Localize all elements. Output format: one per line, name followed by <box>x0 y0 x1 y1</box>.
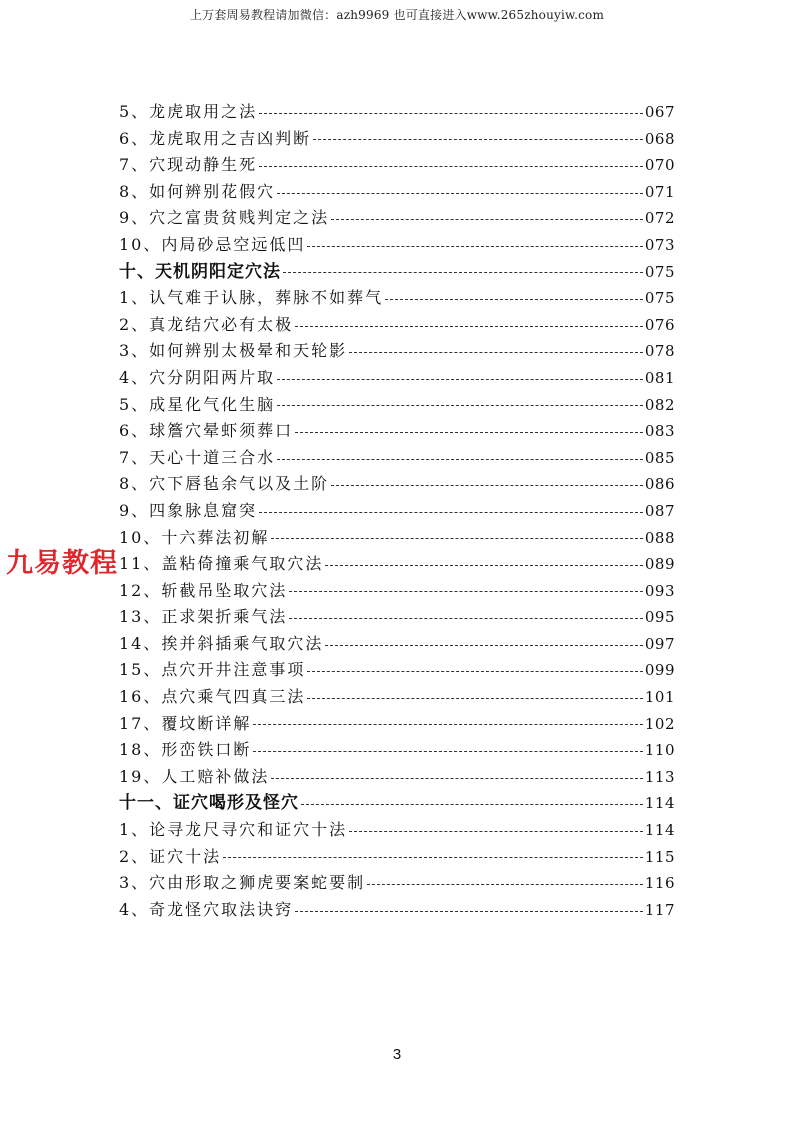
toc-entry-page: 089 <box>644 555 675 574</box>
toc-entry-row <box>119 285 675 312</box>
toc-entry-row <box>119 179 675 206</box>
toc-entry-title: 6、龙虎取用之吉凶判断 <box>119 128 312 148</box>
toc-entry-page: 102 <box>644 714 675 733</box>
toc-entry-row <box>119 684 675 711</box>
toc-dotted-leader <box>271 778 642 779</box>
toc-entry-page: 087 <box>644 501 675 520</box>
toc-dotted-leader <box>301 804 643 805</box>
toc-entry-title: 10、十六葬法初解 <box>119 527 270 547</box>
toc-entry-title: 4、奇龙怪穴取法诀窍 <box>119 899 294 919</box>
toc-entry-title: 19、人工赔补做法 <box>119 766 270 786</box>
toc-entry-row <box>119 817 675 844</box>
toc-entry-title: 1、认气难于认脉，葬脉不如葬气 <box>119 288 384 308</box>
page-header-banner: 上万套周易教程请加微信：azh9969 也可直接进入www.265zhouyiw.com <box>189 8 605 22</box>
toc-entry-title: 17、覆坟断详解 <box>119 713 252 733</box>
toc-dotted-leader <box>313 139 643 140</box>
toc-dotted-leader <box>289 591 642 592</box>
toc-dotted-leader <box>289 618 642 619</box>
toc-entry-title: 5、成星化气化生脑 <box>119 394 276 414</box>
toc-dotted-leader <box>295 326 643 327</box>
toc-dotted-leader <box>385 299 643 300</box>
toc-dotted-leader <box>277 459 643 460</box>
toc-dotted-leader <box>271 538 642 539</box>
toc-entry-page: 117 <box>644 900 675 919</box>
toc-dotted-leader <box>295 432 643 433</box>
toc-entry-page: 115 <box>644 847 675 866</box>
toc-entry-row <box>119 392 675 419</box>
toc-entry-page: 072 <box>644 209 675 228</box>
toc-entry-page: 088 <box>644 528 675 547</box>
toc-entry-row <box>119 844 675 871</box>
toc-entry-title: 4、穴分阴阳两片取 <box>119 367 276 387</box>
toc-entry-page: 113 <box>644 767 675 786</box>
toc-entry-title: 16、点穴乘气四真三法 <box>119 687 306 707</box>
toc-entry-row <box>119 152 675 179</box>
toc-dotted-leader <box>277 193 643 194</box>
toc-entry-page: 085 <box>644 448 675 467</box>
toc-entry-title: 13、正求架折乘气法 <box>119 607 288 627</box>
toc-dotted-leader <box>307 698 642 699</box>
toc-entry-row <box>119 365 675 392</box>
toc-entry-page: 097 <box>644 634 675 653</box>
toc-entry-title: 1、论寻龙尺寻穴和证穴十法 <box>119 820 348 840</box>
toc-entry-row <box>119 764 675 791</box>
toc-entry-row <box>119 445 675 472</box>
toc-dotted-leader <box>331 219 643 220</box>
toc-entry-page: 099 <box>644 661 675 680</box>
toc-entry-title: 7、穴现动静生死 <box>119 155 258 175</box>
table-of-contents <box>119 99 675 923</box>
toc-dotted-leader <box>349 352 643 353</box>
toc-dotted-leader <box>223 857 643 858</box>
toc-chapter-row <box>119 790 675 817</box>
toc-entry-row <box>119 551 675 578</box>
toc-entry-title: 14、挨并斜插乘气取穴法 <box>119 633 324 653</box>
toc-entry-page: 110 <box>644 741 675 760</box>
watermark-logo: 九易教程 <box>6 541 118 580</box>
toc-entry-page: 075 <box>644 262 675 281</box>
toc-entry-title: 十、天机阴阳定穴法 <box>119 261 281 282</box>
toc-entry-page: 101 <box>644 688 675 707</box>
toc-entry-row <box>119 897 675 924</box>
toc-entry-title: 8、如何辨别花假穴 <box>119 181 276 201</box>
toc-entry-row <box>119 232 675 259</box>
toc-entry-row <box>119 99 675 126</box>
toc-entry-title: 5、龙虎取用之法 <box>119 102 258 121</box>
toc-entry-title: 6、球簷穴晕虾须葬口 <box>119 421 294 441</box>
toc-dotted-leader <box>253 724 642 725</box>
toc-entry-row <box>119 525 675 552</box>
toc-entry-title: 3、穴由形取之狮虎要案蛇要制 <box>119 873 366 893</box>
toc-entry-title: 十一、证穴喝形及怪穴 <box>119 793 299 814</box>
toc-dotted-leader <box>307 246 642 247</box>
toc-entry-page: 067 <box>644 103 675 121</box>
toc-entry-page: 078 <box>644 342 675 361</box>
toc-entry-row <box>119 657 675 684</box>
toc-entry-title: 3、如何辨别太极晕和天轮影 <box>119 341 348 361</box>
toc-entry-row <box>119 338 675 365</box>
toc-dotted-leader <box>259 113 643 114</box>
toc-dotted-leader <box>367 884 643 885</box>
toc-dotted-leader <box>253 751 642 752</box>
toc-entry-title: 7、天心十道三合水 <box>119 447 276 467</box>
toc-dotted-leader <box>277 405 643 406</box>
toc-entry-title: 9、四象脉息窟突 <box>119 500 258 520</box>
toc-entry-page: 083 <box>644 422 675 441</box>
toc-dotted-leader <box>277 379 643 380</box>
toc-entry-page: 114 <box>644 794 675 813</box>
toc-entry-page: 068 <box>644 129 675 148</box>
toc-dotted-leader <box>295 911 643 912</box>
toc-dotted-leader <box>349 831 643 832</box>
toc-entry-title: 10、内局砂忌空远低凹 <box>119 234 306 254</box>
toc-entry-row <box>119 578 675 605</box>
toc-entry-row <box>119 205 675 232</box>
toc-dotted-leader <box>283 272 643 273</box>
toc-entry-row <box>119 604 675 631</box>
toc-entry-page: 114 <box>644 821 675 840</box>
toc-dotted-leader <box>331 485 643 486</box>
toc-entry-row <box>119 471 675 498</box>
toc-entry-row <box>119 126 675 153</box>
toc-entry-row <box>119 870 675 897</box>
toc-entry-title: 15、点穴开井注意事项 <box>119 660 306 680</box>
toc-entry-page: 081 <box>644 368 675 387</box>
toc-entry-row <box>119 312 675 339</box>
toc-chapter-row <box>119 259 675 286</box>
toc-entry-page: 076 <box>644 315 675 334</box>
toc-entry-row <box>119 498 675 525</box>
toc-entry-page: 071 <box>644 182 675 201</box>
toc-entry-row <box>119 737 675 764</box>
toc-entry-title: 2、真龙结穴必有太极 <box>119 314 294 334</box>
toc-entry-page: 116 <box>644 874 675 893</box>
toc-dotted-leader <box>325 645 642 646</box>
toc-entry-row <box>119 418 675 445</box>
toc-entry-page: 082 <box>644 395 675 414</box>
toc-dotted-leader <box>259 166 643 167</box>
toc-dotted-leader <box>325 565 642 566</box>
toc-entry-title: 18、形峦铁口断 <box>119 740 252 760</box>
toc-entry-page: 086 <box>644 475 675 494</box>
toc-entry-row <box>119 631 675 658</box>
toc-dotted-leader <box>307 671 642 672</box>
toc-entry-page: 070 <box>644 156 675 175</box>
toc-dotted-leader <box>259 512 643 513</box>
toc-entry-page: 093 <box>644 581 675 600</box>
toc-entry-title: 12、斩截吊坠取穴法 <box>119 580 288 600</box>
toc-entry-title: 11、盖粘倚撞乘气取穴法 <box>119 554 324 574</box>
toc-entry-page: 095 <box>644 608 675 627</box>
toc-entry-row <box>119 711 675 738</box>
toc-entry-title: 2、证穴十法 <box>119 846 222 866</box>
toc-entry-title: 8、穴下唇毡余气以及土阶 <box>119 474 330 494</box>
toc-entry-page: 075 <box>644 289 675 308</box>
toc-entry-title: 9、穴之富贵贫贱判定之法 <box>119 208 330 228</box>
page-number: 3 <box>392 1046 402 1063</box>
toc-entry-page: 073 <box>644 235 675 254</box>
